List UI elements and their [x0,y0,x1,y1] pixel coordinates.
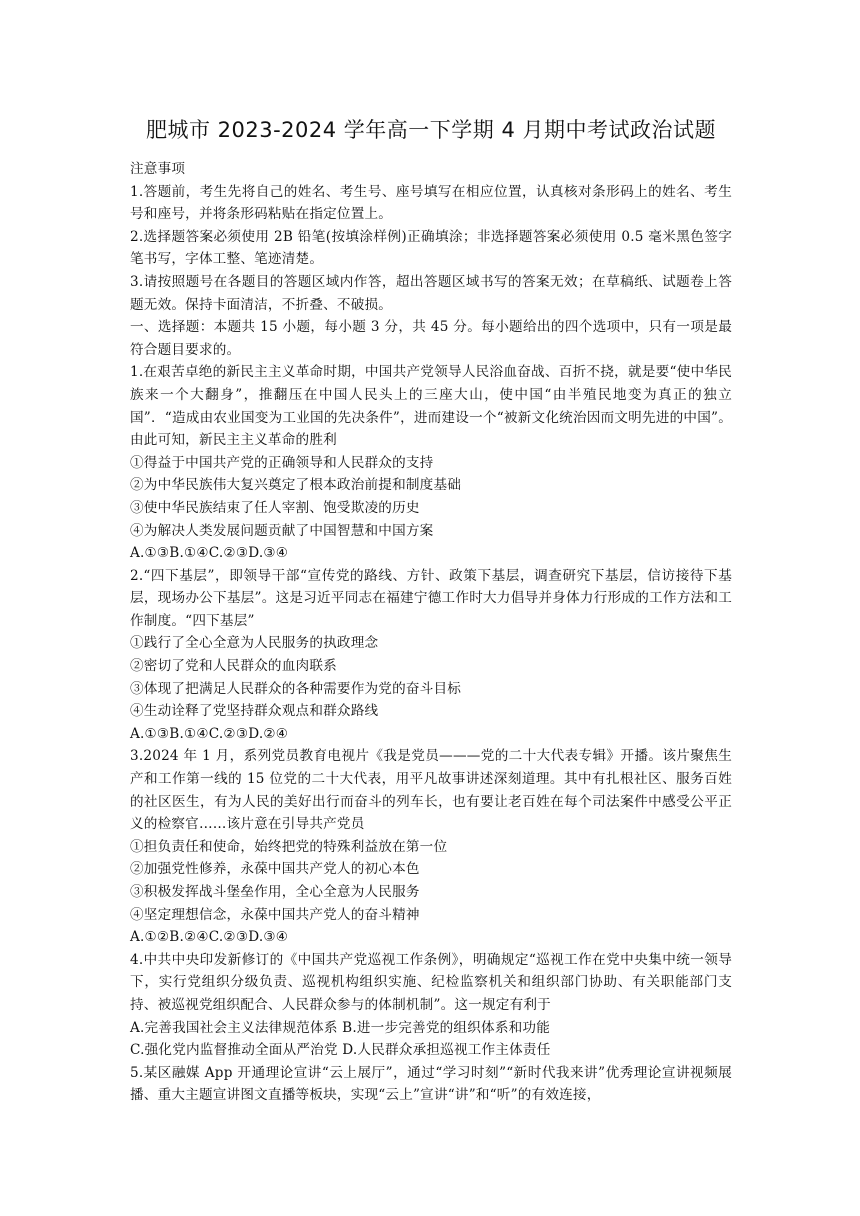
question-2-item: ②密切了党和人民群众的血肉联系 [130,658,337,675]
question-2-item: ④生动诠释了党坚持群众观点和群众路线 [130,703,379,720]
question-3-options: A.①②B.②④C.②③D.③④ [130,929,289,946]
question-1-item: ②为中华民族伟大复兴奠定了根本政治前提和制度基础 [130,477,462,494]
page-title: 肥城市 2023-2024 学年高一下学期 4 月期中考试政治试题 [145,118,717,142]
question-3-item: ③积极发挥战斗堡垒作用，全心全意为人民服务 [130,884,420,900]
question-4-options: C.强化党内监督推动全面从严治党 D.人民群众承担巡视工作主体责任 [130,1042,551,1059]
notice-1: 1.答题前，考生先将自己的姓名、考生号、座号填写在相应位置，认真核对条形码上的姓名、考生号和座号，并将条形码粘贴在指定位置上。 [130,183,732,223]
question-2-stem: 2.“四下基层”，即领导干部“宣传党的路线、方针、政策下基层，调查研究下基层，信访接待下基层，现场办公下基层”。这是习近平同志在福建宁德工作时大力倡导并身体力行形成的工作方法和工作制度。“四下基层” [130,567,732,629]
notice-2: 2.选择题答案必须使用 2B 铅笔(按填涂样例)正确填涂；非选择题答案必须使用 0.5 毫米黑色签字笔书写，字体工整、笔迹清楚。 [130,228,732,268]
question-3-stem: 3.2024 年 1 月，系列党员教育电视片《我是党员———党的二十大代表专辑》开播。该片聚焦生产和工作第一线的 15 位党的二十大代表，用平凡故事讲述深刻道理。其中有扎根社区、服务百姓的社区医生，有为人民的美好出行而奋斗的列车长，也有要让老百姓在每个司法案件中感受公平正义的检察官……该片意在引导共产党员 [130,748,732,833]
question-3-item: ①担负责任和使命，始终把党的特殊利益放在第一位 [130,838,448,855]
notice-3: 3.请按照题号在各题目的答题区域内作答，超出答题区域书写的答案无效；在草稿纸、试题卷上答题无效。保持卡面清洁，不折叠、不破损。 [130,273,732,313]
question-4-options: A.完善我国社会主义法律规范体系 B.进一步完善党的组织体系和功能 [130,1019,550,1036]
question-5-stem: 5.某区融媒 App 开通理论宣讲“云上展厅”，通过“学习时刻”“新时代我来讲”优秀理论宣讲视频展播、重大主题宣讲图文直播等板块，实现“云上”宣讲“讲”和“听”的有效连接， [130,1064,732,1104]
question-3-item: ④坚定理想信念，永葆中国共产党人的奋斗精神 [130,906,420,923]
question-2-options: A.①③B.①④C.②③D.②④ [130,725,289,742]
question-1-item: ④为解决人类发展问题贡献了中国智慧和中国方案 [130,522,434,539]
question-1-item: ③使中华民族结束了任人宰割、饱受欺凌的历史 [130,499,420,516]
question-4-stem: 4.中共中央印发新修订的《中国共产党巡视工作条例》，明确规定“巡视工作在党中央集中统一领导下，实行党组织分级负责、巡视机构组织实施、纪检监察机关和组织部门协助、有关职能部门支持、被巡视党组织配合、人民群众参与的体制机制”。这一规定有利于 [130,951,732,1013]
question-1-stem: 1.在艰苦卓绝的新民主主义革命时期，中国共产党领导人民浴血奋战、百折不挠，就是要“使中华民族来一个大翻身”，推翻压在中国人民头上的三座大山，使中国“由半殖民地变为真正的独立国”．“造成由农业国变为工业国的先决条件”，进而建设一个“被新文化统治因而文明先进的中国”。由此可知，新民主主义革命的胜利 [130,364,732,449]
question-1-item: ①得益于中国共产党的正确领导和人民群众的支持 [130,454,434,471]
section-intro: 一、选择题：本题共 15 小题，每小题 3 分，共 45 分。每小题给出的四个选项中，只有一项是最符合题目要求的。 [130,319,732,358]
question-3-item: ②加强党性修养，永葆中国共产党人的初心本色 [130,861,420,878]
exam-page [130,112,732,1107]
question-1-options: A.①③B.①④C.②③D.③④ [130,545,289,562]
notice-heading: 注意事项 [130,161,186,177]
question-2-item: ①践行了全心全意为人民服务的执政理念 [130,635,379,652]
question-2-item: ③体现了把满足人民群众的各种需要作为党的奋斗目标 [130,680,462,697]
